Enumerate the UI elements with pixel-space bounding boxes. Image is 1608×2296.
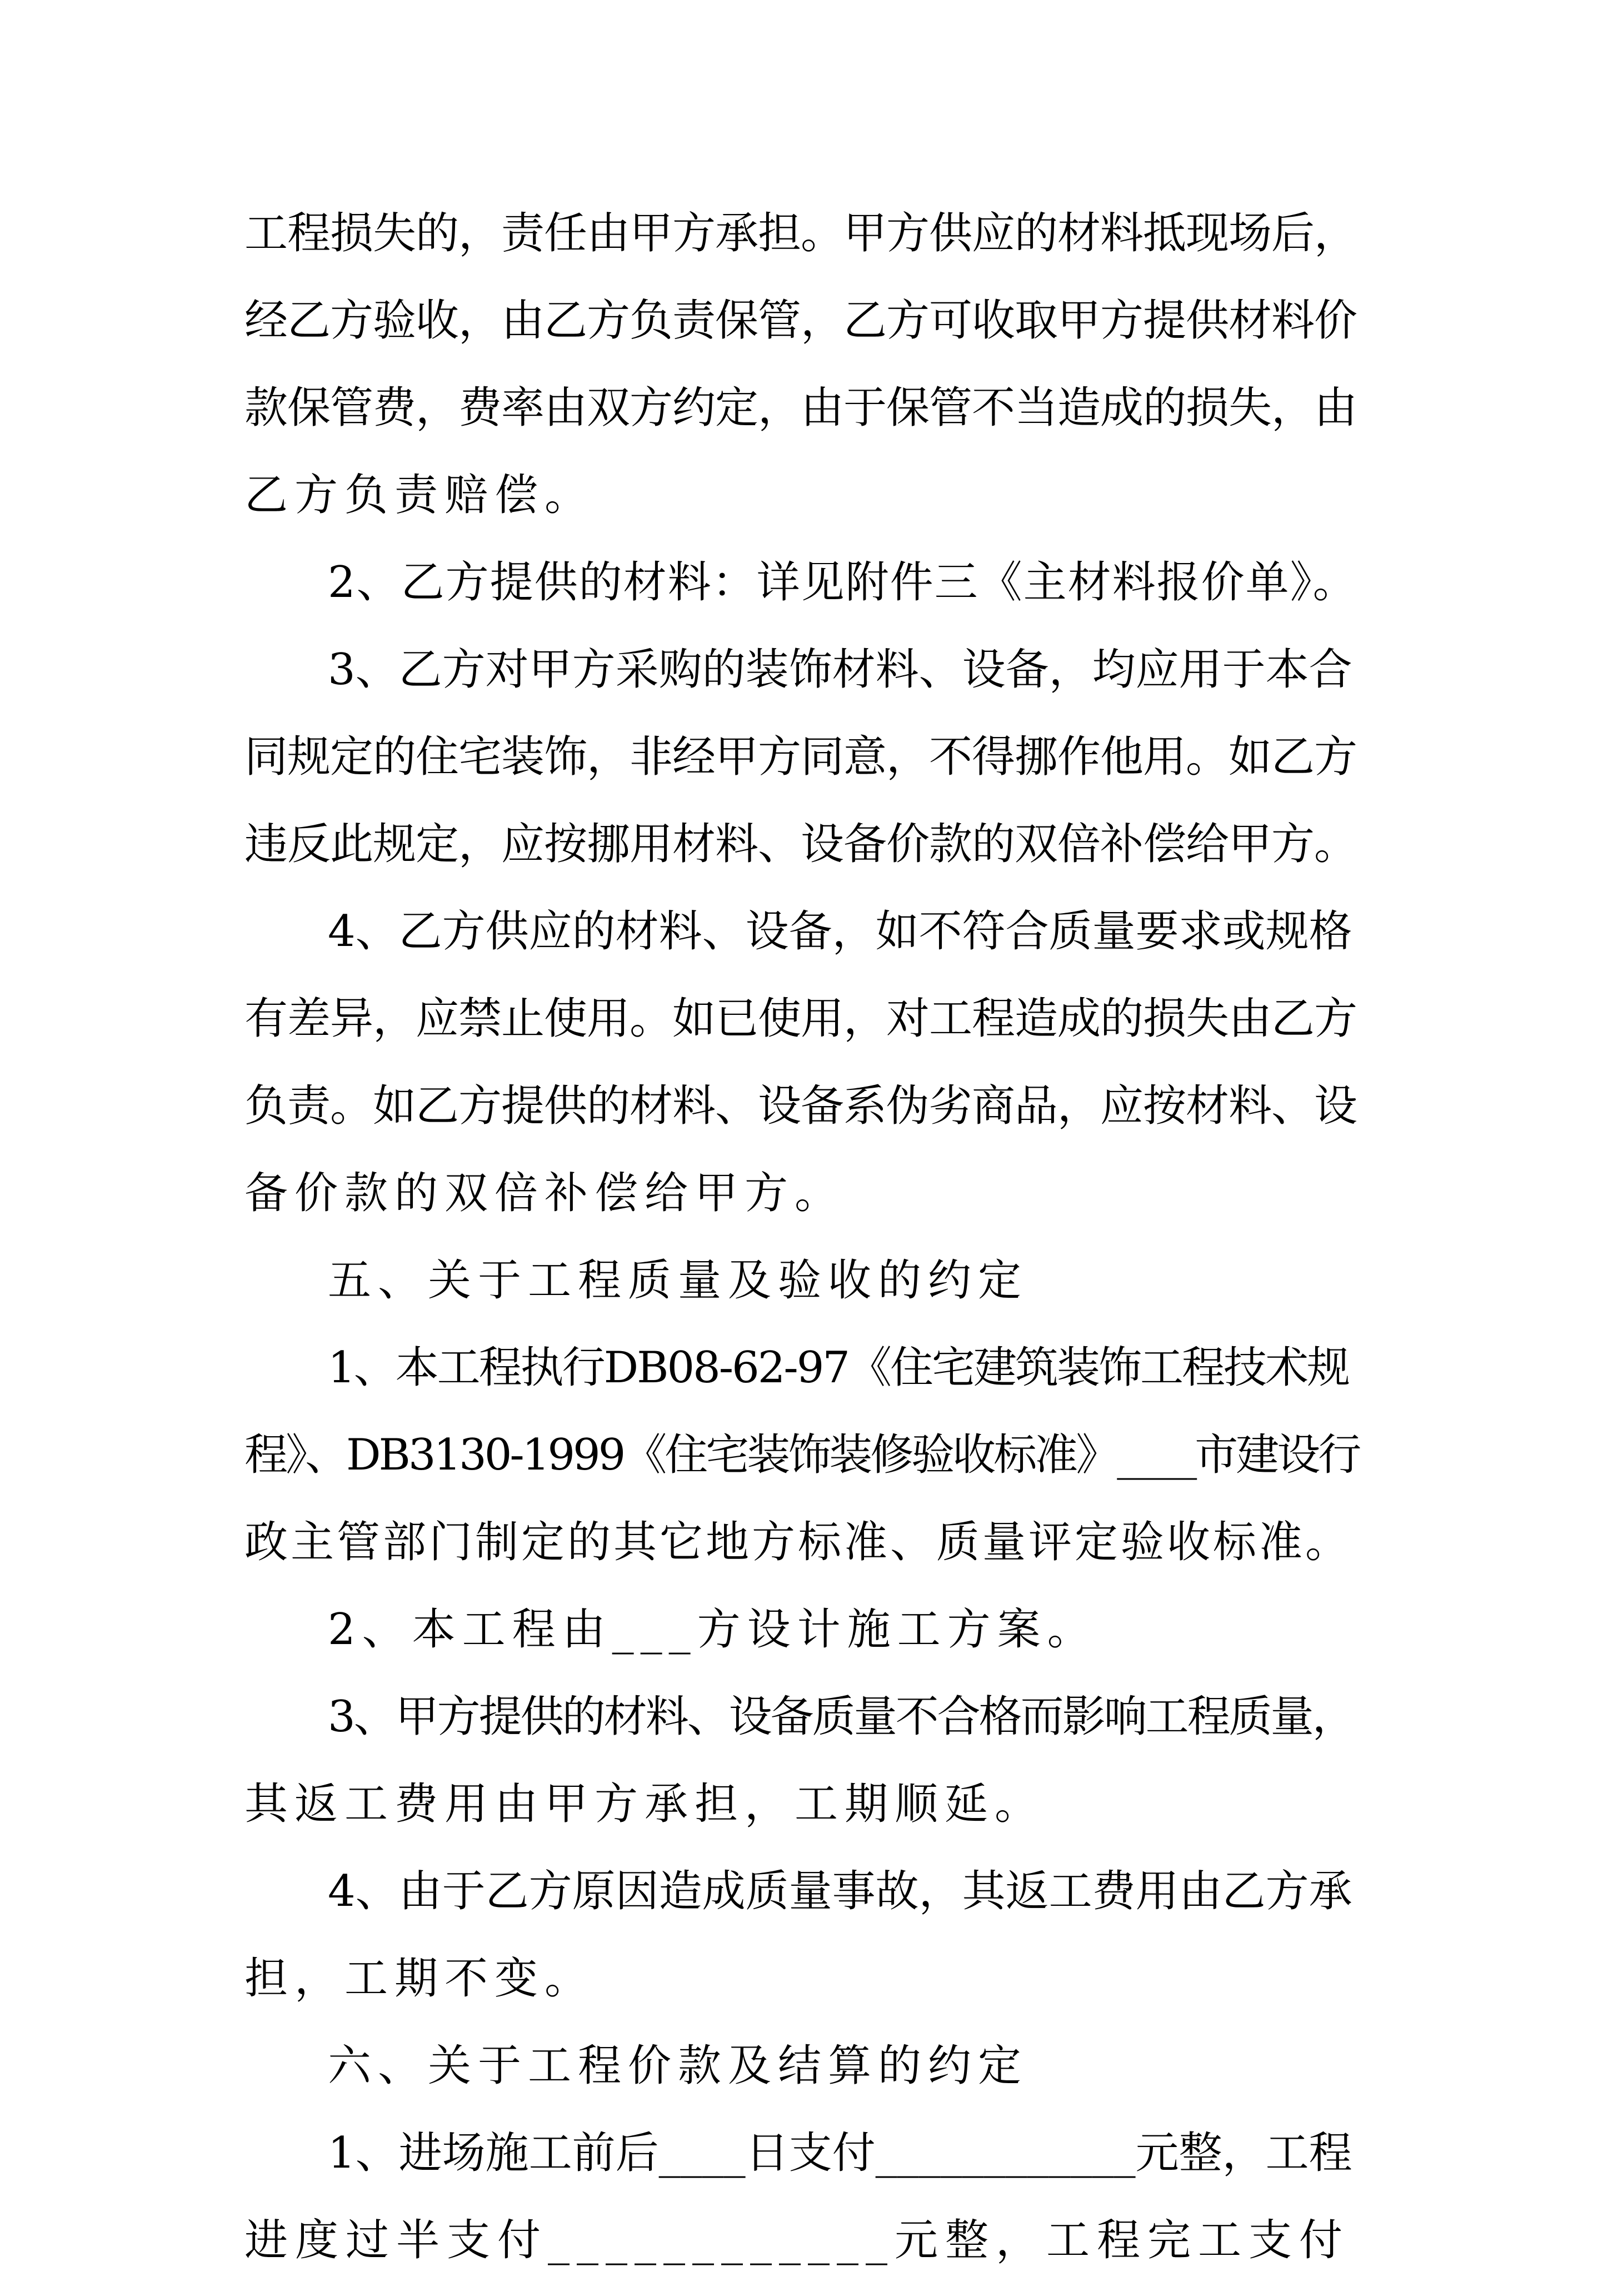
text-line: 备价款的双倍补偿给甲方。 xyxy=(244,1168,845,1218)
text-line: 2、乙方提供的材料：详见附件三《主材料报价单》。 xyxy=(328,557,1357,607)
text-line: 工程损失的，责任由甲方承担。甲方供应的材料抵现场后， xyxy=(244,208,1357,258)
text-line: 1、进场施工前后____日支付____________元整，工程 xyxy=(328,2128,1352,2178)
section-heading: 五、关于工程质量及验收的约定 xyxy=(328,1256,1028,1306)
text-line: 进度过半支付____________元整，工程完工支付 xyxy=(244,2215,1350,2265)
text-line: 担，工期不变。 xyxy=(244,1954,595,2004)
text-line: 4、乙方供应的材料、设备，如不符合质量要求或规格 xyxy=(328,907,1352,957)
text-line: 违反此规定，应按挪用材料、设备价款的双倍补偿给甲方。 xyxy=(244,819,1357,869)
text-line: 其返工费用由甲方承担，工期顺延。 xyxy=(244,1779,1045,1829)
text-line: 4、由于乙方原因造成质量事故，其返工费用由乙方承 xyxy=(328,1866,1352,1916)
text-line: 3、甲方提供的材料、设备质量不合格而影响工程质量， xyxy=(328,1692,1354,1742)
text-line: 政主管部门制定的其它地方标准、质量评定验收标准。 xyxy=(244,1517,1352,1567)
text-line: 2、本工程由___方设计施工方案。 xyxy=(328,1605,1097,1655)
text-line: 3、乙方对甲方采购的装饰材料、设备，均应用于本合 xyxy=(328,645,1352,695)
text-line: 经乙方验收，由乙方负责保管，乙方可收取甲方提供材料价 xyxy=(244,296,1357,346)
text-line: 乙方负责赔偿。 xyxy=(244,470,595,520)
text-line: 款保管费，费率由双方约定，由于保管不当造成的损失，由 xyxy=(244,383,1357,433)
text-line: 负责。如乙方提供的材料、设备系伪劣商品，应按材料、设 xyxy=(244,1081,1357,1131)
text-line: 1、本工程执行DB08-62-97《住宅建筑装饰工程技术规 xyxy=(328,1343,1349,1393)
section-heading: 六、关于工程价款及结算的约定 xyxy=(328,2041,1028,2091)
text-line: 程》、DB3130-1999《住宅装饰装修验收标准》____市建设行 xyxy=(244,1430,1360,1480)
text-line: 有差异，应禁止使用。如已使用，对工程造成的损失由乙方 xyxy=(244,994,1357,1044)
text-line: 同规定的住宅装饰，非经甲方同意，不得挪作他用。如乙方 xyxy=(244,732,1357,782)
